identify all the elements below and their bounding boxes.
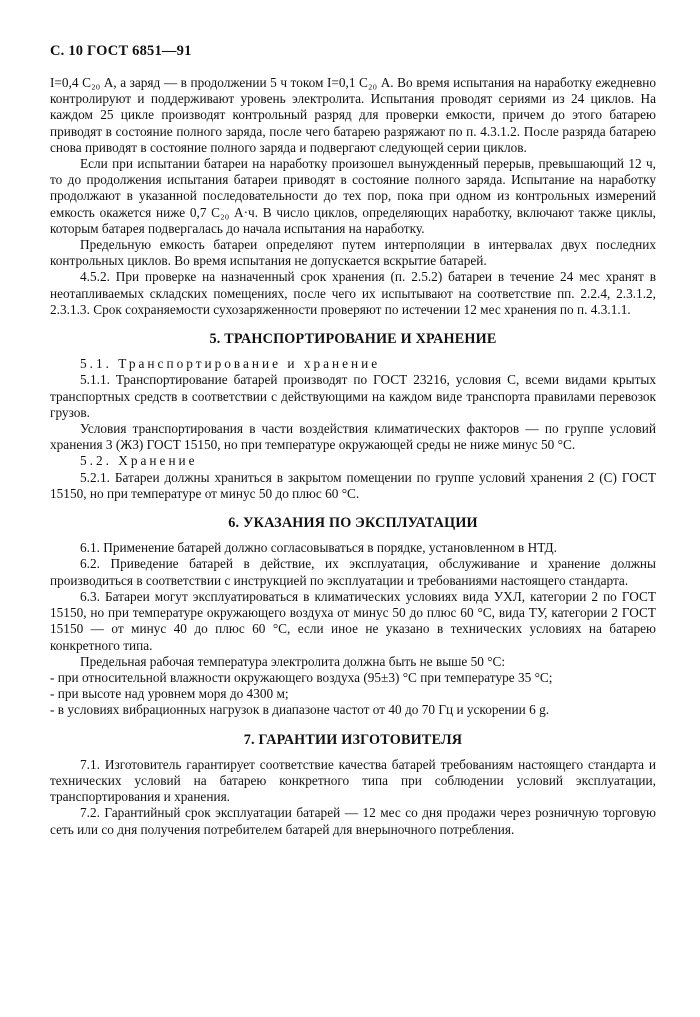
paragraph-5-1-2: Условия транспортирования в части воздействия климатических факторов — по группе условий хранения 3 (Ж3) ГОСТ 15150, но при температуре окружающей среды не ниже минус 50 °С.	[50, 421, 656, 453]
paragraph-cycle-test: I=0,4 C₂₀ А, а заряд — в продолжении 5 ч током I=0,1 C₂₀ А. Во время испытания на наработку ежедневно контролируют и поддерживают уровень электролита. Испытания проводят сериями из 24 циклов. На каждом 25 цикле производят контрольный разряд для проверки емкости, причем до этого батарею приводят в состояние полного заряда, после чего батарею разряжают по п. 4.3.1.2. После разряда батарею снова приводят в состояние полного заряда и подвергают следующей серии циклов.	[50, 75, 656, 155]
section-heading-7: 7. ГАРАНТИИ ИЗГОТОВИТЕЛЯ	[243, 731, 463, 748]
section-heading-5: 5. ТРАНСПОРТИРОВАНИЕ И ХРАНЕНИЕ	[209, 331, 497, 348]
section-heading-6: 6. УКАЗАНИЯ ПО ЭКСПЛУАТАЦИИ	[228, 515, 478, 532]
paragraph-6-1: 6.1. Применение батарей должно согласовываться в порядке, установленном в НТД.	[80, 540, 557, 556]
list-item-humidity: - при относительной влажности окружающего воздуха (95±3) °С при температуре 35 °С;	[50, 669, 553, 685]
subsection-5-1: 5.1. Транспортирование и хранение	[80, 356, 381, 372]
paragraph-6-2: 6.2. Приведение батарей в действие, их эксплуатация, обслуживание и хранение должны производиться в соответствии с инструкцией по эксплуатации и требованиями настоящего стандарта.	[50, 556, 656, 588]
list-item-altitude: - при высоте над уровнем моря до 4300 м;	[50, 686, 289, 702]
page-header: С. 10 ГОСТ 6851—91	[50, 43, 192, 59]
paragraph-6-3: 6.3. Батареи могут эксплуатироваться в климатических условиях вида УХЛ, категории 2 по ГОСТ 15150, но при температуре окружающего воздуха от минус 50 до плюс 60 °С, вида ТУ, категории 2 ГОСТ 15150 — от минус 40 до плюс 60 °С, если иное не указано в технических условиях на батарею конкретного типа.	[50, 588, 656, 653]
paragraph-4-5-2: 4.5.2. При проверке на назначенный срок хранения (п. 2.5.2) батареи в течение 24 мес хранят в неотапливаемых складских помещениях, после чего их испытывают на соответствие пп. 2.2.4, 2.3.1.2, 2.3.1.3. Срок сохраняемости сухозаряженности проверяют по истечении 12 мес хранения по п. 4.3.1.1.	[50, 269, 656, 317]
document-body	[50, 75, 656, 838]
paragraph-7-1: 7.1. Изготовитель гарантирует соответствие качества батарей требованиям настоящего стандарта и технических условий на батарею конкретного типа при соблюдении условий эксплуатации, транспортирования и хранения.	[50, 756, 656, 805]
paragraph-5-2-1: 5.2.1. Батареи должны храниться в закрытом помещении по группе условий хранения 2 (С) ГОСТ 15150, но при температуре от минус 50 до плюс 60 °С.	[50, 469, 656, 501]
paragraph-limit-capacity: Предельную емкость батареи определяют путем интерполяции в интервалах двух последних контрольных циклов. Во время испытания не допускается вскрытие батарей.	[50, 237, 656, 269]
paragraph-7-2: 7.2. Гарантийный срок эксплуатации батарей — 12 мес со дня продажи через розничную торговую сеть или со дня получения потребителем батарей для внерыночного потребления.	[50, 805, 656, 837]
paragraph-interruption: Если при испытании батареи на наработку произошел вынужденный перерыв, превышающий 12 ч, то до продолжения испытания батареи приводят в состояние полного заряда. Испытание на наработку продолжают в указанной последовательности до тех пор, пока при одном из контрольных измерений емкость окажется ниже 0,7 C₂₀ А·ч. В число циклов, определяющих наработку, включают также циклы, которым батарея подвергалась до начала испытания на наработку.	[50, 156, 656, 236]
paragraph-electrolyte-temp: Предельная рабочая температура электролита должна быть не выше 50 °С:	[80, 653, 506, 669]
subsection-5-2: 5.2. Хранение	[80, 453, 198, 469]
paragraph-5-1-1: 5.1.1. Транспортирование батарей производят по ГОСТ 23216, условия С, всеми видами крытых транспортных средств в соответствии с действующими на каждом виде транспорта правилами перевозок грузов.	[50, 372, 656, 420]
list-item-vibration: - в условиях вибрационных нагрузок в диапазоне частот от 40 до 70 Гц и ускорении 6 g.	[50, 702, 550, 718]
